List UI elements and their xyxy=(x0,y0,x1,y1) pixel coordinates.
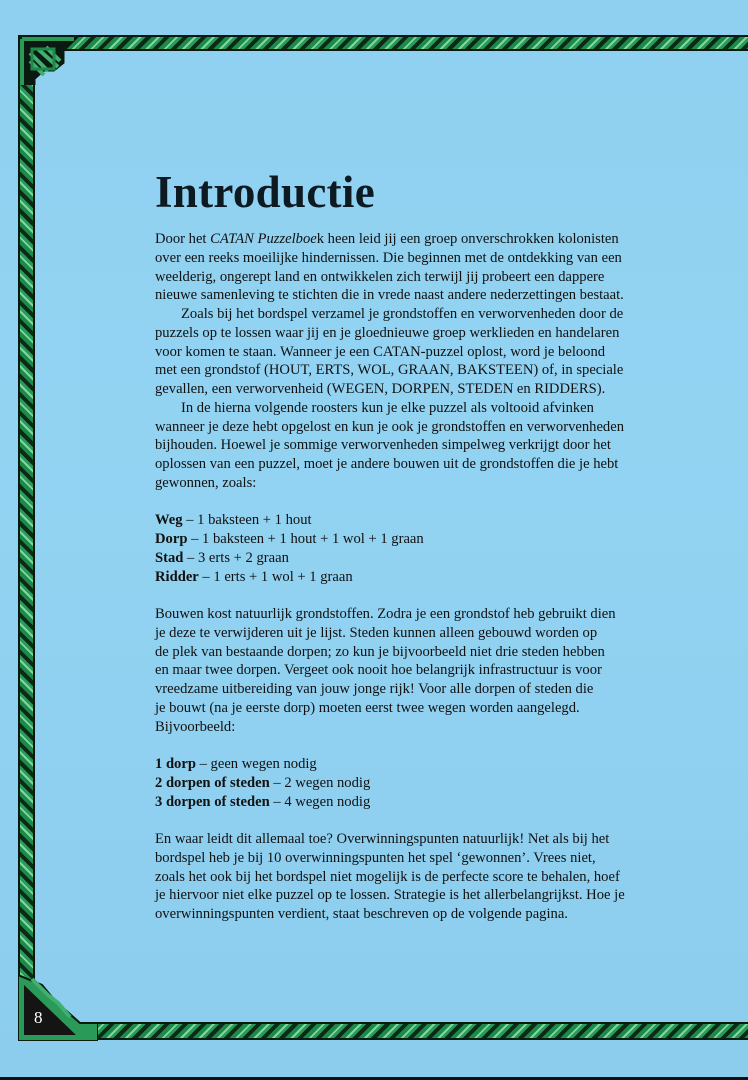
para4-line: je bouwt (na je eerste dorp) moeten eerst twee wegen worden aangelegd. xyxy=(155,699,580,716)
intro-line: nieuwe samenleving te stichten die in vrede naast andere nederzettingen bestaat. xyxy=(155,287,624,304)
para4-line: vreedzame uitbereiding van jouw jonge rijk! Voor alle dorpen of steden die xyxy=(155,681,594,697)
para5-line: overwinningspunten verdient, staat beschreven op de volgende pagina. xyxy=(155,906,568,922)
para4-line: en maar twee dorpen. Vergeet ook nooit hoe belangrijk infrastructuur is voor xyxy=(155,662,602,679)
para5-line: je hiervoor niet elke puzzel op te lossen. Strategie is het allerbelangrijkst. Hoe je xyxy=(155,887,625,904)
body-text xyxy=(155,230,715,924)
para2-line: voor komen te staan. Wanneer je een CATAN-puzzel oplost, word je beloond xyxy=(155,343,606,360)
cost-item-stad xyxy=(155,549,715,568)
road-name: 2 dorpen of steden xyxy=(155,774,270,791)
road-item xyxy=(155,774,715,793)
road-name: 1 dorp xyxy=(155,756,196,772)
road-name: 3 dorpen of steden xyxy=(155,793,270,810)
cost-item-weg xyxy=(155,511,715,530)
road-desc: – 4 wegen nodig xyxy=(269,793,371,810)
para4-line: de plek van bestaande dorpen; zo kun je bijvoorbeeld niet drie steden hebben xyxy=(155,643,605,660)
para3-line: In de hierna volgende roosters kun je elke puzzel als voltooid afvinken xyxy=(181,399,594,416)
para2-line: puzzels op te lossen waar jij en je gloednieuwe groep werklieden en handelaren xyxy=(155,324,620,341)
para5-line: zoals het ook bij het bordspel niet mogelijk is de perfecte score te behalen, hoef xyxy=(155,868,620,885)
cost-name: Weg xyxy=(155,512,183,529)
para4-line: je deze te verwijderen uit je lijst. Steden kunnen alleen gebouwd worden op xyxy=(155,624,598,641)
road-item xyxy=(155,755,715,774)
para3-line: gewonnen, zoals: xyxy=(155,474,257,491)
cost-desc: – 1 baksteen + 1 hout + 1 wol + 1 graan xyxy=(187,531,424,547)
cost-item-dorp xyxy=(155,530,715,549)
para5-line: bordspel heb je bij 10 overwinningspunten het spel ‘gewonnen’. Vrees niet, xyxy=(155,849,596,866)
page-corner-triangle-icon xyxy=(18,975,98,1041)
para5-line: En waar leidt dit allemaal toe? Overwinningspunten natuurlijk! Net als bij het xyxy=(155,831,610,847)
intro-line: weelderig, ongerept land en ontwikkelen zich terwijl jij probeert een dappere xyxy=(155,268,605,285)
text: Door het xyxy=(155,231,211,247)
para4-line: Bouwen kost natuurlijk grondstoffen. Zodra je een grondstof heb gebruikt dien xyxy=(155,606,616,622)
road-desc: – 2 wegen nodig xyxy=(269,774,371,791)
para4-line: Bijvoorbeeld: xyxy=(155,718,236,735)
page-number: 8 xyxy=(34,1008,43,1027)
page-title: Introductie xyxy=(155,167,375,217)
road-item xyxy=(155,793,715,812)
cost-item-ridder xyxy=(155,568,715,587)
celtic-border-left xyxy=(18,35,35,1040)
para2-line: gevallen, een verworvenheid (WEGEN, DORPEN, STEDEN en RIDDERS). xyxy=(155,381,606,397)
celtic-knot-corner-icon xyxy=(18,35,80,85)
cost-name: Stad xyxy=(155,549,184,566)
cost-desc: – 1 erts + 1 wol + 1 graan xyxy=(198,568,353,585)
cost-name: Ridder xyxy=(155,568,199,585)
para2-line: Zoals bij het bordspel verzamel je grondstoffen en verworvenheden door de xyxy=(181,306,624,322)
intro-line xyxy=(155,230,715,249)
road-desc: – geen wegen nodig xyxy=(195,756,317,772)
cost-name: Dorp xyxy=(155,531,188,547)
para3-line: wanneer je deze hebt opgelost en kun je ook je grondstoffen en verworvenheden xyxy=(155,418,624,435)
para3-line: oplossen van een puzzel, moet je andere bouwen uit de grondstoffen die je hebt xyxy=(155,456,619,472)
para2-line: met een grondstof (HOUT, ERTS, WOL, GRAAN, BAKSTEEN) of, in speciale xyxy=(155,362,624,379)
cost-desc: – 1 baksteen + 1 hout xyxy=(182,512,312,529)
celtic-border-top xyxy=(18,35,748,51)
para3-line: bijhouden. Hoewel je sommige verworvenheden simpelweg verkrijgt door het xyxy=(155,437,611,454)
book-title: CATAN Puzzelboe xyxy=(210,231,317,247)
intro-line: over een reeks moeilijke hindernissen. Die beginnen met de ontdekking van een xyxy=(155,249,622,266)
celtic-border-bottom xyxy=(18,1022,748,1040)
cost-desc: – 3 erts + 2 graan xyxy=(183,549,289,566)
text: k heen leid jij een groep onverschrokken kolonisten xyxy=(316,231,619,247)
